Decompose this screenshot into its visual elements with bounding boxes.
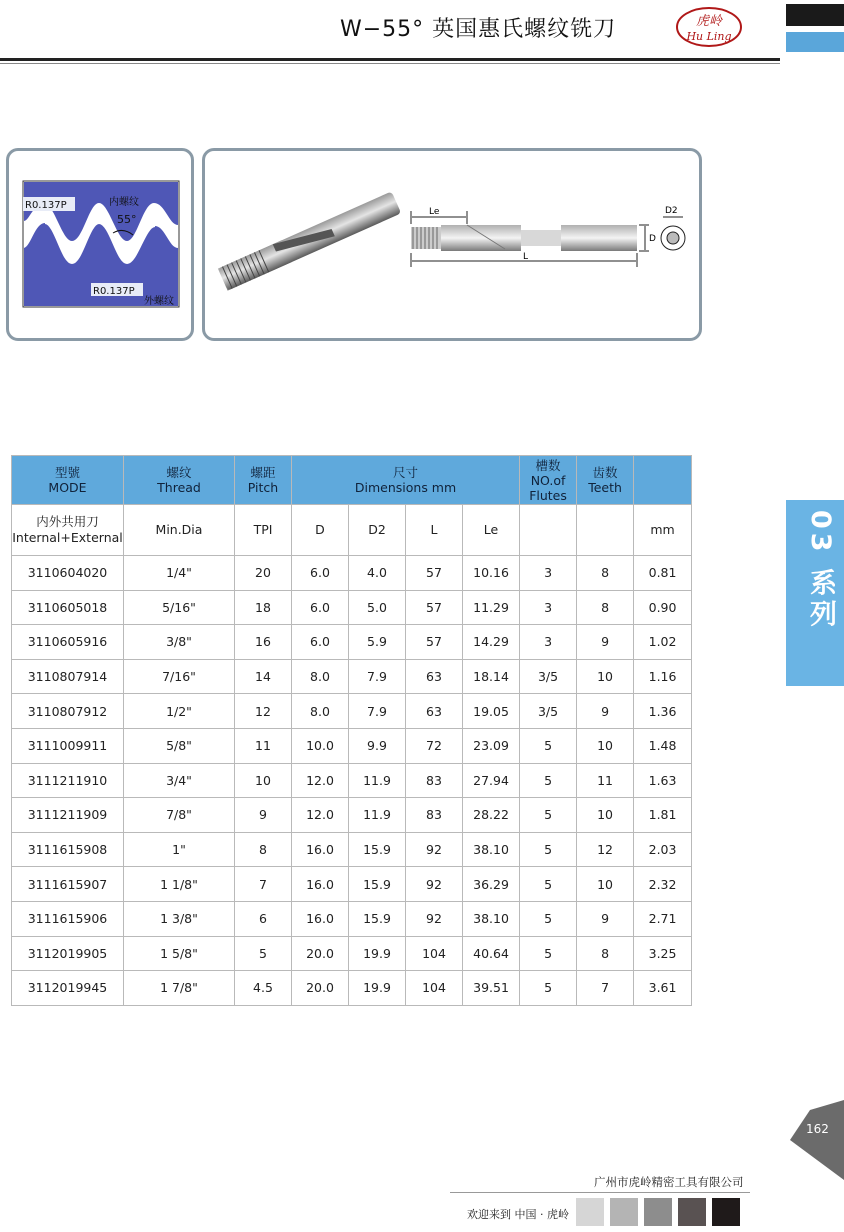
- table-cell: 8.0: [292, 694, 349, 729]
- subhdr-le: Le: [463, 505, 520, 556]
- table-cell: 1 1/8": [124, 867, 235, 902]
- table-cell: 10.0: [292, 728, 349, 763]
- table-cell: 3111615907: [12, 867, 124, 902]
- table-cell: 14.29: [463, 625, 520, 660]
- table-row: [12, 832, 692, 867]
- table-cell: 8: [577, 590, 634, 625]
- table-cell: 9: [577, 901, 634, 936]
- table-cell: 5.0: [349, 590, 406, 625]
- table-cell: 16.0: [292, 867, 349, 902]
- table-row: [12, 659, 692, 694]
- table-cell: 4.0: [349, 556, 406, 591]
- table-header-row: [12, 456, 692, 505]
- thread-profile-diagram: [9, 151, 191, 338]
- table-cell: 7: [235, 867, 292, 902]
- table-cell: 3.61: [634, 971, 692, 1006]
- swatch-mid: [644, 1198, 672, 1226]
- dimension-drawing: [411, 206, 685, 267]
- table-cell: 1/2": [124, 694, 235, 729]
- table-cell: 10.16: [463, 556, 520, 591]
- brand-logo: [675, 6, 743, 48]
- logo-text-cn: 虎岭: [695, 14, 723, 29]
- table-cell: 83: [406, 798, 463, 833]
- table-cell: 1.48: [634, 728, 692, 763]
- table-cell: 3110807914: [12, 659, 124, 694]
- table-cell: 39.51: [463, 971, 520, 1006]
- table-cell: 5.9: [349, 625, 406, 660]
- table-row: [12, 694, 692, 729]
- table-cell: 8: [235, 832, 292, 867]
- spec-table: [11, 455, 692, 1006]
- table-cell: 1.36: [634, 694, 692, 729]
- table-cell: 5: [520, 763, 577, 798]
- table-cell: 7: [577, 971, 634, 1006]
- table-cell: 3/4": [124, 763, 235, 798]
- table-cell: 38.10: [463, 901, 520, 936]
- table-cell: 2.03: [634, 832, 692, 867]
- subhdr-thread: Min.Dia: [124, 505, 235, 556]
- table-cell: 8: [577, 556, 634, 591]
- table-cell: 16: [235, 625, 292, 660]
- table-cell: 11.9: [349, 798, 406, 833]
- table-cell: 3: [520, 625, 577, 660]
- table-cell: 92: [406, 867, 463, 902]
- table-cell: 0.81: [634, 556, 692, 591]
- table-cell: 15.9: [349, 867, 406, 902]
- table-cell: 5: [235, 936, 292, 971]
- series-side-tab: [786, 500, 844, 686]
- table-row: [12, 763, 692, 798]
- table-cell: 1 3/8": [124, 901, 235, 936]
- table-cell: 11: [577, 763, 634, 798]
- label-internal-thread: 内螺纹: [109, 197, 139, 208]
- table-cell: 18: [235, 590, 292, 625]
- table-cell: 12: [235, 694, 292, 729]
- col-mode: 型號 MODE: [12, 456, 124, 505]
- table-cell: 28.22: [463, 798, 520, 833]
- table-cell: 7/8": [124, 798, 235, 833]
- page-number: 162: [806, 1122, 829, 1136]
- table-cell: 5: [520, 901, 577, 936]
- dim-d-label: D: [649, 234, 656, 244]
- table-cell: 12.0: [292, 763, 349, 798]
- table-cell: 40.64: [463, 936, 520, 971]
- table-cell: 6.0: [292, 625, 349, 660]
- tool-drawing-panel: [202, 148, 702, 341]
- table-cell: 92: [406, 901, 463, 936]
- subhdr-teeth: [577, 505, 634, 556]
- col-pitch: 螺距 Pitch: [235, 456, 292, 505]
- table-cell: 3110605018: [12, 590, 124, 625]
- table-cell: 10: [235, 763, 292, 798]
- swatch-darkest: [712, 1198, 740, 1226]
- table-cell: 3111615906: [12, 901, 124, 936]
- table-cell: 5/8": [124, 728, 235, 763]
- table-cell: 3111009911: [12, 728, 124, 763]
- table-cell: 10: [577, 728, 634, 763]
- table-cell: 104: [406, 936, 463, 971]
- table-cell: 1/4": [124, 556, 235, 591]
- table-cell: 16.0: [292, 832, 349, 867]
- table-cell: 9: [577, 694, 634, 729]
- table-cell: 0.90: [634, 590, 692, 625]
- label-angle: 55°: [117, 213, 137, 226]
- table-cell: 5: [520, 798, 577, 833]
- table-cell: 10: [577, 798, 634, 833]
- table-cell: 3110807912: [12, 694, 124, 729]
- table-cell: 3111211910: [12, 763, 124, 798]
- table-cell: 19.05: [463, 694, 520, 729]
- table-cell: 5: [520, 728, 577, 763]
- company-name: 广州市虎岭精密工具有限公司: [594, 1175, 744, 1189]
- table-cell: 3.25: [634, 936, 692, 971]
- table-cell: 3/8": [124, 625, 235, 660]
- table-row: [12, 867, 692, 902]
- table-cell: 20.0: [292, 936, 349, 971]
- table-cell: 16.0: [292, 901, 349, 936]
- table-cell: 83: [406, 763, 463, 798]
- table-cell: 11.29: [463, 590, 520, 625]
- col-flutes: 槽数 NO.of Flutes: [520, 456, 577, 505]
- table-cell: 23.09: [463, 728, 520, 763]
- table-cell: 6.0: [292, 556, 349, 591]
- page-number-tab: [790, 1100, 844, 1180]
- table-cell: 15.9: [349, 901, 406, 936]
- table-cell: 1.02: [634, 625, 692, 660]
- table-cell: 1.63: [634, 763, 692, 798]
- subhdr-mode: 内外共用刀 Internal+External: [12, 505, 124, 556]
- label-external-thread: 外螺纹: [144, 296, 174, 307]
- dim-l-label: L: [523, 252, 529, 262]
- table-cell: 27.94: [463, 763, 520, 798]
- tool-photo: [218, 191, 401, 290]
- table-cell: 9.9: [349, 728, 406, 763]
- table-cell: 19.9: [349, 936, 406, 971]
- page-title: W−55° 英国惠氏螺纹铣刀: [340, 17, 617, 42]
- swatch-mid-light: [610, 1198, 638, 1226]
- table-cell: 12.0: [292, 798, 349, 833]
- swatch-dark: [678, 1198, 706, 1226]
- subhdr-unit: mm: [634, 505, 692, 556]
- table-row: [12, 590, 692, 625]
- label-bottom-radius: R0.137P: [93, 286, 135, 297]
- table-cell: 3: [520, 556, 577, 591]
- col-extra: [634, 456, 692, 505]
- table-cell: 57: [406, 590, 463, 625]
- table-cell: 3112019905: [12, 936, 124, 971]
- table-cell: 1 5/8": [124, 936, 235, 971]
- welcome-text: 欢迎来到 中国 · 虎岭: [467, 1208, 569, 1221]
- table-cell: 19.9: [349, 971, 406, 1006]
- table-row: [12, 936, 692, 971]
- table-cell: 2.71: [634, 901, 692, 936]
- table-cell: 11.9: [349, 763, 406, 798]
- table-cell: 20.0: [292, 971, 349, 1006]
- table-cell: 7.9: [349, 659, 406, 694]
- header-rule-thin: [0, 63, 780, 64]
- table-cell: 3112019945: [12, 971, 124, 1006]
- table-cell: 3/5: [520, 694, 577, 729]
- subhdr-pitch: TPI: [235, 505, 292, 556]
- table-cell: 12: [577, 832, 634, 867]
- table-row: [12, 728, 692, 763]
- label-top-radius: R0.137P: [25, 200, 67, 211]
- table-row: [12, 625, 692, 660]
- table-cell: 8.0: [292, 659, 349, 694]
- table-cell: 5: [520, 832, 577, 867]
- series-label: 03 系列: [805, 510, 836, 631]
- subhdr-flutes: [520, 505, 577, 556]
- table-cell: 36.29: [463, 867, 520, 902]
- table-cell: 2.32: [634, 867, 692, 902]
- table-cell: 1.81: [634, 798, 692, 833]
- footer-rule: [450, 1192, 750, 1193]
- table-cell: 1 7/8": [124, 971, 235, 1006]
- table-cell: 92: [406, 832, 463, 867]
- header-rule: [0, 58, 780, 61]
- table-cell: 57: [406, 556, 463, 591]
- table-cell: 7.9: [349, 694, 406, 729]
- table-cell: 3: [520, 590, 577, 625]
- table-cell: 3/5: [520, 659, 577, 694]
- table-cell: 6: [235, 901, 292, 936]
- table-cell: 5: [520, 867, 577, 902]
- table-cell: 18.14: [463, 659, 520, 694]
- table-cell: 10: [577, 867, 634, 902]
- table-cell: 20: [235, 556, 292, 591]
- table-cell: 10: [577, 659, 634, 694]
- thread-profile-panel: [6, 148, 194, 341]
- col-dimensions: 尺寸 Dimensions mm: [292, 456, 520, 505]
- dim-d2-label: D2: [665, 206, 678, 216]
- table-cell: 1": [124, 832, 235, 867]
- table-cell: 8: [577, 936, 634, 971]
- table-cell: 5: [520, 971, 577, 1006]
- table-cell: 9: [235, 798, 292, 833]
- table-row: [12, 901, 692, 936]
- table-cell: 6.0: [292, 590, 349, 625]
- table-cell: 11: [235, 728, 292, 763]
- table-cell: 14: [235, 659, 292, 694]
- table-cell: 3110605916: [12, 625, 124, 660]
- table-cell: 104: [406, 971, 463, 1006]
- subhdr-l: L: [406, 505, 463, 556]
- table-cell: 72: [406, 728, 463, 763]
- table-cell: 3110604020: [12, 556, 124, 591]
- table-cell: 57: [406, 625, 463, 660]
- table-cell: 63: [406, 659, 463, 694]
- table-cell: 7/16": [124, 659, 235, 694]
- table-row: [12, 971, 692, 1006]
- col-teeth: 齿数 Teeth: [577, 456, 634, 505]
- table-cell: 3111615908: [12, 832, 124, 867]
- table-row: [12, 556, 692, 591]
- table-cell: 9: [577, 625, 634, 660]
- table-cell: 5/16": [124, 590, 235, 625]
- table-cell: 1.16: [634, 659, 692, 694]
- header-blue-block: [786, 32, 844, 52]
- subhdr-d2: D2: [349, 505, 406, 556]
- table-subheader-row: [12, 505, 692, 556]
- header-dark-block: [786, 4, 844, 26]
- swatch-light: [576, 1198, 604, 1226]
- table-body: [12, 556, 692, 1006]
- tool-illustration: [205, 151, 699, 338]
- dim-le-label: Le: [429, 207, 440, 217]
- table-cell: 5: [520, 936, 577, 971]
- logo-text-en: Hu Ling: [686, 30, 732, 43]
- table-cell: 15.9: [349, 832, 406, 867]
- table-cell: 4.5: [235, 971, 292, 1006]
- table-cell: 3111211909: [12, 798, 124, 833]
- table-row: [12, 798, 692, 833]
- subhdr-d: D: [292, 505, 349, 556]
- col-thread: 螺纹 Thread: [124, 456, 235, 505]
- table-cell: 38.10: [463, 832, 520, 867]
- table-cell: 63: [406, 694, 463, 729]
